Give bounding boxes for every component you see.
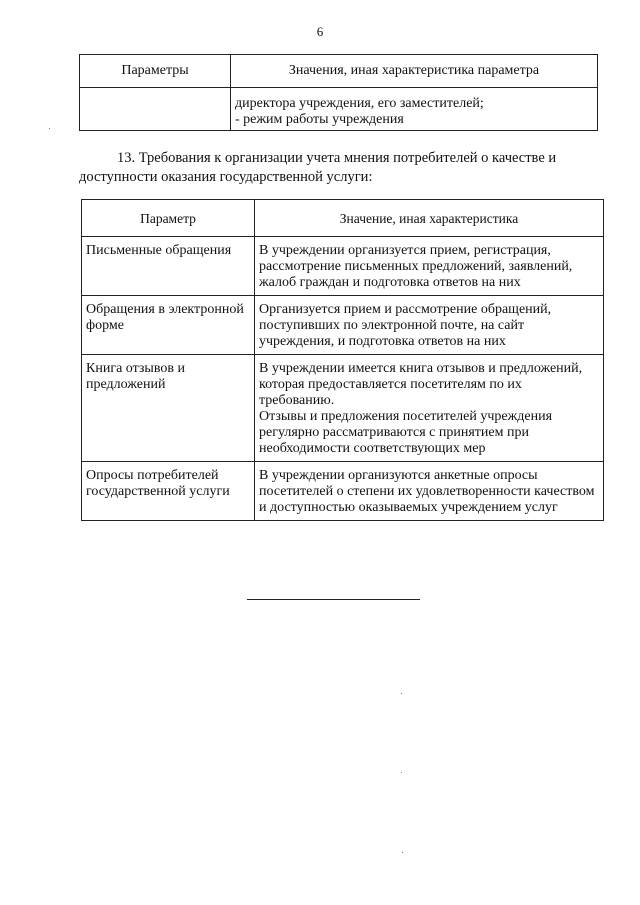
table-row [82,462,604,521]
section-13-heading: 13. Требования к организации учета мнения потребителей о качестве и доступности оказания государственной услуги: [79,150,557,185]
value-paragraph: Отзывы и предложения посетителей учреждения регулярно рассматриваются с принятием при необходимости соответствующих мер [259,409,553,456]
table-row [82,355,604,462]
table-header-row [82,200,604,237]
scan-speck [402,852,403,853]
header-values: Значения, иная характеристика параметра [231,55,598,88]
value-line: директора учреждения, его заместителей; [235,96,484,111]
scan-speck [401,693,402,694]
parameter-cell: Книга отзывов и предложений [82,355,255,462]
end-rule [247,599,420,600]
scan-speck [401,772,402,773]
value-paragraph: В учреждении имеется книга отзывов и предложений, которая предоставляется посетителям по их требованию. [259,361,583,408]
parameters-table-continued [79,54,598,131]
value-cell: Организуется прием и рассмотрение обращений, поступивших по электронной почте, на сайт учреждения, и подготовка ответов на них [255,296,604,355]
header-value: Значение, иная характеристика [255,200,604,237]
header-parameters: Параметры [80,55,231,88]
value-cell: В учреждении организуются анкетные опросы посетителей о степени их удовлетворенности качеством и доступностью оказываемых учреждением услуг [255,462,604,521]
value-cell: В учреждении организуется прием, регистрация, рассмотрение письменных предложений, заявлений, жалоб граждан и подготовка ответов на них [255,237,604,296]
table-row [82,296,604,355]
parameter-cell: Письменные обращения [82,237,255,296]
page-number: 6 [316,24,324,39]
value-line: - режим работы учреждения [235,112,404,127]
header-parameter: Параметр [82,200,255,237]
value-cell [255,355,604,462]
parameter-cell [80,88,231,131]
table-row [80,88,598,131]
parameter-cell: Обращения в электронной форме [82,296,255,355]
table-header-row [80,55,598,88]
table-row [82,237,604,296]
consumer-opinion-table [81,199,604,521]
scan-speck [49,128,50,129]
parameter-cell: Опросы потребителей государственной услуги [82,462,255,521]
value-cell [231,88,598,131]
